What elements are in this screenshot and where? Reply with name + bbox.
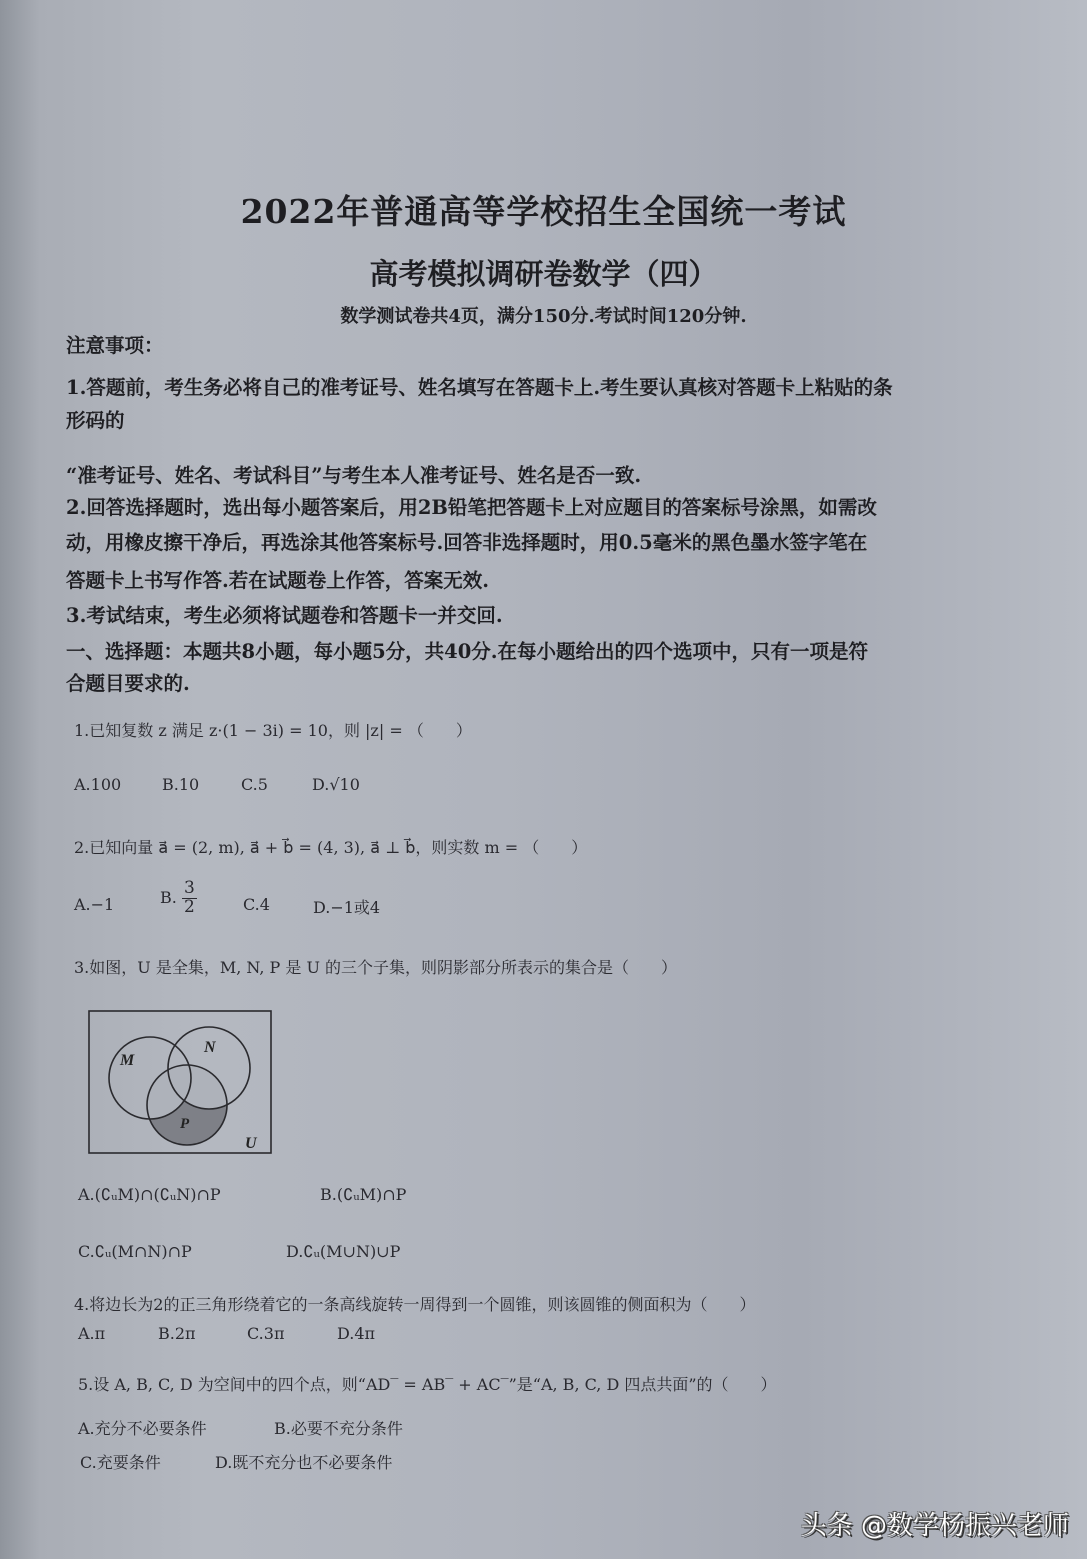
q2-option-c: C.4: [243, 895, 270, 914]
notes-heading: 注意事项：: [66, 334, 164, 357]
q4-option-a: A.π: [78, 1324, 106, 1343]
q2-option-a: A.−1: [74, 895, 115, 914]
exam-info: 数学测试卷共4页，满分150分.考试时间120分钟.: [340, 306, 747, 327]
q5-option-d: D.既不充分也不必要条件: [215, 1453, 393, 1472]
q1-option-c: C.5: [241, 775, 268, 794]
question-5-stem: 5.设 A, B, C, D 为空间中的四个点，则“AD‾ = AB‾ + AC‾”是“A, B, C, D 四点共面”的（ ）: [78, 1375, 777, 1394]
q3-option-d: D.∁ᵤ(M∪N)∪P: [286, 1242, 401, 1261]
q5-option-a: A.充分不必要条件: [78, 1419, 207, 1438]
question-1-stem: 1.已知复数 z 满足 z·(1 − 3i) = 10，则 |z| = （ ）: [74, 721, 472, 740]
note-line: 3.考试结束，考生必须将试题卷和答题卡一并交回.: [66, 604, 503, 627]
question-4-stem: 4.将边长为2的正三角形绕着它的一条高线旋转一周得到一个圆锥，则该圆锥的侧面积为（ ）: [74, 1295, 756, 1314]
note-line: 答题卡上书写作答.若在试题卷上作答，答案无效.: [66, 569, 490, 592]
q2-option-d: D.−1或4: [313, 898, 381, 917]
q1-option-b: B.10: [162, 775, 200, 794]
question-2-stem: 2.已知向量 a⃗ = (2, m), a⃗ + b⃗ = (4, 3), a⃗ ⊥ b⃗，则实数 m = （ ）: [74, 838, 588, 857]
q1-option-a: A.100: [74, 775, 122, 794]
watermark: 头条 @数学杨振兴老师: [800, 1511, 1069, 1541]
label-m: M: [120, 1052, 135, 1069]
exam-subtitle: 高考模拟调研卷数学（四）: [369, 257, 718, 291]
q3-option-c: C.∁ᵤ(M∩N)∩P: [78, 1242, 192, 1261]
fraction: $\frac{3}{2}$: [183, 878, 195, 917]
label-n: N: [204, 1039, 216, 1056]
venn-diagram: [88, 1010, 274, 1156]
q4-option-d: D.4π: [337, 1324, 376, 1343]
label-u: U: [245, 1135, 257, 1152]
q3-option-b: B.(∁ᵤM)∩P: [320, 1185, 407, 1204]
note-line: 形码的: [66, 409, 125, 432]
section-heading: 合题目要求的.: [66, 672, 190, 695]
q2-option-b: [160, 880, 197, 917]
note-line: 1.答题前，考生务必将自己的准考证号、姓名填写在答题卡上.考生要认真核对答题卡上粘贴的条: [66, 376, 893, 399]
note-line: 2.回答选择题时，选出每小题答案后，用2B铅笔把答题卡上对应题目的答案标号涂黑，如需改: [66, 496, 877, 519]
q1-option-d: D.√10: [312, 775, 360, 794]
label-p: P: [180, 1116, 190, 1132]
q5-option-c: C.充要条件: [80, 1453, 161, 1472]
q3-option-a: A.(∁ᵤM)∩(∁ᵤN)∩P: [78, 1185, 221, 1204]
note-line: “准考证号、姓名、考试科目”与考生本人准考证号、姓名是否一致.: [66, 464, 642, 487]
exam-title: 2022年普通高等学校招生全国统一考试: [240, 192, 847, 231]
q5-option-b: B.必要不充分条件: [274, 1419, 403, 1438]
question-3-stem: 3.如图，U 是全集，M, N, P 是 U 的三个子集，则阴影部分所表示的集合是（ ）: [74, 958, 678, 977]
q4-option-c: C.3π: [247, 1324, 285, 1343]
q2-option-b-label: B.: [160, 887, 177, 907]
q4-option-b: B.2π: [158, 1324, 196, 1343]
section-heading: 一、选择题：本题共8小题，每小题5分，共40分.在每小题给出的四个选项中，只有一项是符: [66, 640, 869, 663]
note-line: 动，用橡皮擦干净后，再选涂其他答案标号.回答非选择题时，用0.5毫米的黑色墨水签字笔在: [66, 531, 868, 554]
